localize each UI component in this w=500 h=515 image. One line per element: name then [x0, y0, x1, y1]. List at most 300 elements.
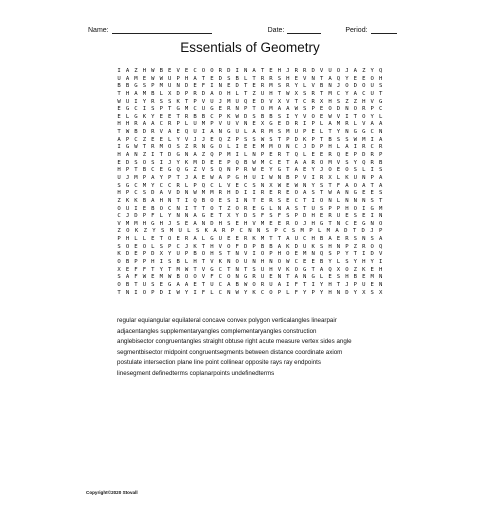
grid-letter[interactable]: R	[277, 190, 282, 197]
grid-letter[interactable]: I	[235, 144, 239, 151]
grid-letter[interactable]: H	[227, 190, 231, 197]
grid-letter[interactable]: D	[201, 159, 206, 166]
grid-letter[interactable]: E	[117, 113, 121, 120]
grid-letter[interactable]: Y	[345, 75, 349, 82]
grid-letter[interactable]: V	[218, 243, 223, 250]
grid-letter[interactable]: H	[117, 152, 121, 159]
grid-letter[interactable]: P	[151, 289, 155, 296]
grid-letter[interactable]: T	[319, 136, 324, 143]
grid-letter[interactable]: C	[370, 129, 374, 136]
grid-letter[interactable]: M	[134, 220, 138, 227]
grid-letter[interactable]: E	[134, 243, 138, 250]
grid-letter[interactable]: E	[370, 281, 374, 288]
grid-letter[interactable]: G	[378, 98, 383, 105]
grid-letter[interactable]: L	[159, 90, 163, 97]
grid-letter[interactable]: S	[176, 220, 180, 227]
grid-letter[interactable]: N	[248, 228, 252, 235]
grid-letter[interactable]: I	[311, 281, 315, 288]
grid-letter[interactable]: F	[260, 213, 265, 220]
grid-letter[interactable]: M	[260, 144, 265, 151]
grid-letter[interactable]: E	[184, 220, 189, 227]
grid-letter[interactable]: O	[210, 205, 214, 212]
grid-letter[interactable]: N	[176, 205, 180, 212]
grid-letter[interactable]: O	[117, 259, 121, 266]
grid-letter[interactable]: S	[345, 136, 349, 143]
grid-letter[interactable]: W	[142, 274, 147, 281]
grid-letter[interactable]: R	[260, 190, 265, 197]
grid-letter[interactable]: S	[142, 190, 147, 197]
grid-letter[interactable]: S	[210, 167, 214, 174]
grid-letter[interactable]: S	[345, 159, 349, 166]
grid-letter[interactable]: U	[336, 213, 341, 220]
grid-letter[interactable]: A	[193, 213, 197, 220]
grid-letter[interactable]: B	[193, 251, 197, 258]
grid-letter[interactable]: M	[328, 90, 332, 97]
grid-letter[interactable]: T	[286, 159, 290, 166]
grid-letter[interactable]: D	[243, 113, 248, 120]
grid-letter[interactable]: D	[201, 90, 206, 97]
grid-letter[interactable]: M	[269, 144, 273, 151]
grid-letter[interactable]: C	[176, 243, 180, 250]
grid-letter[interactable]: S	[161, 228, 165, 235]
grid-letter[interactable]: O	[159, 205, 163, 212]
grid-letter[interactable]: W	[210, 174, 214, 181]
grid-letter[interactable]: T	[117, 289, 121, 296]
grid-letter[interactable]: H	[328, 144, 332, 151]
grid-letter[interactable]: Y	[336, 129, 341, 136]
grid-letter[interactable]: T	[201, 243, 206, 250]
grid-letter[interactable]: G	[134, 113, 138, 120]
grid-letter[interactable]: L	[134, 236, 138, 243]
grid-letter[interactable]: K	[286, 266, 290, 273]
grid-letter[interactable]: S	[345, 259, 349, 266]
grid-letter[interactable]: S	[159, 243, 163, 250]
grid-letter[interactable]: D	[125, 159, 130, 166]
grid-letter[interactable]: T	[353, 113, 358, 120]
grid-letter[interactable]: D	[294, 136, 298, 143]
grid-letter[interactable]: K	[193, 243, 197, 250]
grid-letter[interactable]: R	[362, 243, 366, 250]
grid-letter[interactable]: H	[345, 205, 349, 212]
grid-letter[interactable]: G	[311, 274, 315, 281]
grid-letter[interactable]: E	[286, 197, 290, 204]
grid-letter[interactable]: C	[303, 236, 307, 243]
grid-letter[interactable]: R	[328, 213, 332, 220]
grid-letter[interactable]: E	[243, 144, 248, 151]
grid-letter[interactable]: A	[353, 90, 358, 97]
grid-letter[interactable]: M	[210, 190, 214, 197]
grid-letter[interactable]: T	[311, 266, 315, 273]
grid-letter[interactable]: N	[370, 220, 374, 227]
grid-letter[interactable]: I	[345, 113, 349, 120]
grid-letter[interactable]: O	[294, 220, 298, 227]
grid-letter[interactable]: U	[168, 75, 172, 82]
grid-letter[interactable]: W	[117, 98, 121, 105]
grid-letter[interactable]: K	[227, 113, 231, 120]
grid-letter[interactable]: W	[134, 144, 138, 151]
grid-letter[interactable]: O	[168, 144, 172, 151]
grid-letter[interactable]: O	[210, 68, 214, 74]
grid-letter[interactable]: E	[269, 220, 273, 227]
grid-letter[interactable]: N	[362, 174, 366, 181]
grid-letter[interactable]: I	[117, 68, 121, 74]
grid-letter[interactable]: I	[168, 289, 172, 296]
grid-letter[interactable]: Y	[294, 113, 298, 120]
grid-letter[interactable]: A	[345, 144, 349, 151]
grid-letter[interactable]: H	[328, 243, 332, 250]
grid-letter[interactable]: W	[159, 75, 163, 82]
grid-letter[interactable]: D	[286, 121, 290, 128]
grid-letter[interactable]: M	[362, 136, 366, 143]
grid-letter[interactable]: T	[353, 251, 358, 258]
grid-letter[interactable]: V	[201, 266, 206, 273]
grid-letter[interactable]: E	[362, 274, 366, 281]
grid-letter[interactable]: L	[319, 121, 324, 128]
grid-letter[interactable]: S	[243, 136, 248, 143]
grid-letter[interactable]: H	[125, 121, 130, 128]
grid-letter[interactable]: R	[252, 274, 256, 281]
grid-letter[interactable]: T	[117, 129, 121, 136]
grid-letter[interactable]: E	[142, 75, 147, 82]
grid-letter[interactable]: S	[277, 197, 282, 204]
grid-letter[interactable]: D	[218, 75, 223, 82]
grid-letter[interactable]: I	[362, 251, 366, 258]
grid-letter[interactable]: W	[269, 174, 273, 181]
grid-letter[interactable]: A	[328, 121, 332, 128]
grid-letter[interactable]: H	[311, 236, 315, 243]
grid-letter[interactable]: Q	[201, 182, 206, 189]
grid-letter[interactable]: N	[260, 182, 265, 189]
grid-letter[interactable]: B	[193, 113, 197, 120]
grid-letter[interactable]: P	[230, 228, 235, 235]
grid-letter[interactable]: G	[125, 106, 130, 113]
grid-letter[interactable]: P	[134, 259, 138, 266]
grid-letter[interactable]: E	[269, 274, 273, 281]
grid-letter[interactable]: O	[168, 236, 172, 243]
grid-letter[interactable]: J	[168, 220, 172, 227]
grid-letter[interactable]: E	[353, 75, 358, 82]
grid-letter[interactable]: L	[201, 236, 206, 243]
grid-letter[interactable]: L	[336, 174, 341, 181]
grid-letter[interactable]: C	[218, 289, 223, 296]
grid-letter[interactable]: K	[252, 289, 256, 296]
grid-letter[interactable]: E	[286, 182, 290, 189]
grid-letter[interactable]: L	[151, 243, 155, 250]
grid-letter[interactable]: P	[168, 243, 172, 250]
grid-letter[interactable]: T	[201, 205, 206, 212]
grid-letter[interactable]: T	[252, 75, 256, 82]
grid-letter[interactable]: P	[309, 228, 313, 235]
grid-letter[interactable]: P	[210, 121, 214, 128]
grid-letter[interactable]: D	[303, 213, 307, 220]
grid-letter[interactable]: L	[317, 228, 322, 235]
grid-letter[interactable]: M	[269, 83, 273, 90]
grid-letter[interactable]: G	[210, 266, 214, 273]
grid-letter[interactable]: C	[159, 121, 163, 128]
grid-letter[interactable]: J	[184, 243, 189, 250]
grid-letter[interactable]: N	[227, 167, 231, 174]
grid-letter[interactable]: O	[353, 205, 358, 212]
grid-letter[interactable]: O	[311, 113, 315, 120]
grid-letter[interactable]: N	[277, 274, 282, 281]
grid-letter[interactable]: G	[210, 144, 214, 151]
grid-letter[interactable]: V	[159, 129, 163, 136]
grid-letter[interactable]: Q	[176, 167, 180, 174]
grid-letter[interactable]: J	[303, 220, 307, 227]
grid-letter[interactable]: U	[311, 205, 315, 212]
grid-letter[interactable]: N	[303, 182, 307, 189]
grid-letter[interactable]: A	[378, 136, 383, 143]
grid-letter[interactable]: U	[303, 243, 307, 250]
grid-letter[interactable]: V	[362, 121, 366, 128]
grid-letter[interactable]: O	[126, 228, 130, 235]
grid-letter[interactable]: F	[142, 266, 147, 273]
grid-letter[interactable]: V	[243, 251, 248, 258]
grid-letter[interactable]: C	[269, 159, 273, 166]
grid-letter[interactable]: L	[319, 274, 324, 281]
grid-letter[interactable]: Y	[152, 228, 156, 235]
grid-letter[interactable]: E	[227, 83, 231, 90]
grid-letter[interactable]: T	[159, 236, 163, 243]
grid-letter[interactable]: X	[260, 121, 265, 128]
grid-letter[interactable]: Y	[328, 259, 332, 266]
grid-letter[interactable]: T	[176, 113, 180, 120]
grid-letter[interactable]: O	[345, 83, 349, 90]
grid-letter[interactable]: W	[193, 190, 197, 197]
grid-letter[interactable]: A	[193, 220, 197, 227]
grid-letter[interactable]: C	[294, 197, 298, 204]
grid-letter[interactable]: A	[294, 159, 298, 166]
grid-letter[interactable]: P	[294, 174, 298, 181]
grid-letter[interactable]: I	[117, 144, 121, 151]
grid-letter[interactable]: B	[125, 281, 130, 288]
grid-letter[interactable]: A	[193, 236, 197, 243]
grid-letter[interactable]: D	[134, 213, 138, 220]
grid-letter[interactable]: N	[336, 220, 341, 227]
grid-letter[interactable]: C	[345, 220, 349, 227]
grid-letter[interactable]: E	[319, 106, 324, 113]
grid-letter[interactable]: T	[269, 236, 273, 243]
grid-letter[interactable]: X	[336, 266, 341, 273]
grid-letter[interactable]: S	[168, 259, 172, 266]
grid-letter[interactable]: Q	[218, 167, 223, 174]
grid-letter[interactable]: S	[291, 228, 296, 235]
grid-letter[interactable]: A	[353, 68, 358, 74]
grid-letter[interactable]: P	[117, 236, 121, 243]
grid-letter[interactable]: C	[134, 136, 138, 143]
grid-letter[interactable]: M	[184, 106, 189, 113]
grid-letter[interactable]: R	[277, 152, 282, 159]
grid-letter[interactable]: B	[142, 197, 147, 204]
grid-letter[interactable]: G	[362, 129, 366, 136]
grid-letter[interactable]: U	[235, 98, 239, 105]
grid-letter[interactable]: F	[294, 289, 298, 296]
grid-letter[interactable]: O	[277, 144, 282, 151]
grid-letter[interactable]: J	[345, 281, 349, 288]
grid-letter[interactable]: A	[328, 75, 332, 82]
grid-letter[interactable]: O	[235, 205, 239, 212]
grid-letter[interactable]: R	[184, 236, 189, 243]
grid-letter[interactable]: Y	[370, 259, 374, 266]
grid-letter[interactable]: O	[260, 251, 265, 258]
grid-letter[interactable]: R	[311, 159, 315, 166]
grid-letter[interactable]: N	[235, 251, 239, 258]
grid-letter[interactable]: O	[277, 259, 282, 266]
grid-letter[interactable]: L	[286, 289, 290, 296]
grid-letter[interactable]: L	[159, 213, 163, 220]
grid-letter[interactable]: H	[269, 90, 273, 97]
grid-letter[interactable]: A	[294, 167, 298, 174]
grid-letter[interactable]: H	[159, 220, 163, 227]
grid-letter[interactable]: N	[168, 197, 172, 204]
grid-letter[interactable]: R	[311, 90, 315, 97]
grid-letter[interactable]: Z	[117, 228, 121, 235]
grid-letter[interactable]: N	[235, 266, 239, 273]
grid-letter[interactable]: P	[125, 190, 130, 197]
grid-letter[interactable]: W	[252, 167, 256, 174]
grid-letter[interactable]: A	[370, 121, 374, 128]
grid-letter[interactable]: U	[193, 129, 197, 136]
grid-letter[interactable]: O	[252, 281, 256, 288]
grid-letter[interactable]: I	[311, 197, 315, 204]
grid-letter[interactable]: W	[176, 289, 180, 296]
grid-letter[interactable]: W	[184, 266, 189, 273]
grid-letter[interactable]: E	[252, 83, 256, 90]
grid-letter[interactable]: K	[303, 136, 307, 143]
grid-letter[interactable]: E	[168, 68, 172, 74]
grid-letter[interactable]: U	[269, 281, 273, 288]
grid-letter[interactable]: R	[176, 182, 180, 189]
grid-letter[interactable]: D	[243, 213, 248, 220]
grid-letter[interactable]: B	[151, 90, 155, 97]
grid-letter[interactable]: E	[159, 167, 163, 174]
grid-letter[interactable]: Y	[353, 159, 358, 166]
grid-letter[interactable]: T	[201, 281, 206, 288]
grid-letter[interactable]: K	[125, 197, 130, 204]
grid-letter[interactable]: D	[353, 83, 358, 90]
grid-letter[interactable]: N	[353, 197, 358, 204]
grid-letter[interactable]: E	[252, 98, 256, 105]
grid-letter[interactable]: A	[134, 90, 138, 97]
grid-letter[interactable]: P	[260, 152, 265, 159]
grid-letter[interactable]: G	[362, 220, 366, 227]
grid-letter[interactable]: P	[311, 289, 315, 296]
grid-letter[interactable]: Y	[311, 167, 315, 174]
grid-letter[interactable]: Q	[243, 98, 248, 105]
grid-letter[interactable]: L	[303, 152, 307, 159]
grid-letter[interactable]: D	[210, 220, 214, 227]
grid-letter[interactable]: B	[378, 159, 383, 166]
grid-letter[interactable]: N	[201, 144, 206, 151]
grid-letter[interactable]: W	[125, 129, 130, 136]
grid-letter[interactable]: P	[142, 174, 147, 181]
grid-letter[interactable]: W	[260, 136, 265, 143]
grid-letter[interactable]: A	[151, 121, 155, 128]
grid-letter[interactable]: J	[303, 144, 307, 151]
grid-letter[interactable]: H	[117, 167, 121, 174]
grid-letter[interactable]: L	[227, 144, 231, 151]
grid-letter[interactable]: S	[353, 236, 358, 243]
grid-letter[interactable]: C	[370, 144, 374, 151]
grid-letter[interactable]: W	[235, 289, 239, 296]
grid-letter[interactable]: E	[252, 205, 256, 212]
grid-letter[interactable]: T	[352, 228, 357, 235]
grid-letter[interactable]: I	[235, 197, 239, 204]
grid-letter[interactable]: E	[176, 129, 180, 136]
grid-letter[interactable]: S	[336, 274, 341, 281]
grid-letter[interactable]: S	[151, 281, 155, 288]
grid-letter[interactable]: B	[125, 83, 130, 90]
grid-letter[interactable]: O	[286, 251, 290, 258]
grid-letter[interactable]: E	[151, 136, 155, 143]
grid-letter[interactable]: R	[260, 129, 265, 136]
grid-letter[interactable]: Y	[353, 289, 358, 296]
grid-letter[interactable]: M	[142, 90, 147, 97]
grid-letter[interactable]: P	[125, 136, 130, 143]
grid-letter[interactable]: S	[370, 197, 374, 204]
grid-letter[interactable]: N	[176, 83, 180, 90]
grid-letter[interactable]: O	[142, 159, 147, 166]
grid-letter[interactable]: E	[345, 213, 349, 220]
grid-letter[interactable]: O	[328, 106, 332, 113]
grid-letter[interactable]: L	[142, 236, 147, 243]
grid-letter[interactable]: V	[218, 121, 223, 128]
grid-letter[interactable]: D	[311, 144, 315, 151]
grid-letter[interactable]: A	[286, 205, 290, 212]
grid-letter[interactable]: R	[294, 68, 298, 74]
grid-letter[interactable]: T	[328, 129, 332, 136]
grid-letter[interactable]: L	[210, 289, 214, 296]
grid-letter[interactable]: C	[134, 106, 138, 113]
grid-letter[interactable]: S	[218, 251, 223, 258]
grid-letter[interactable]: O	[294, 190, 298, 197]
grid-letter[interactable]: E	[193, 83, 197, 90]
grid-letter[interactable]: G	[176, 106, 180, 113]
grid-letter[interactable]: F	[277, 213, 282, 220]
grid-letter[interactable]: A	[193, 152, 197, 159]
grid-letter[interactable]: D	[168, 152, 172, 159]
grid-letter[interactable]: E	[235, 182, 239, 189]
grid-letter[interactable]: L	[243, 152, 248, 159]
grid-letter[interactable]: R	[328, 152, 332, 159]
grid-letter[interactable]: H	[277, 68, 282, 74]
grid-letter[interactable]: E	[311, 129, 315, 136]
grid-letter[interactable]: D	[362, 152, 366, 159]
grid-letter[interactable]: O	[269, 289, 273, 296]
grid-letter[interactable]: C	[210, 113, 214, 120]
grid-letter[interactable]: N	[227, 289, 231, 296]
grid-letter[interactable]: C	[218, 281, 223, 288]
grid-letter[interactable]: S	[227, 197, 231, 204]
grid-letter[interactable]: N	[311, 75, 315, 82]
grid-letter[interactable]: O	[218, 90, 223, 97]
grid-letter[interactable]: Z	[345, 98, 349, 105]
grid-letter[interactable]: D	[336, 106, 341, 113]
grid-letter[interactable]: T	[176, 197, 180, 204]
grid-letter[interactable]: E	[218, 159, 223, 166]
grid-letter[interactable]: L	[336, 197, 341, 204]
grid-letter[interactable]: G	[201, 213, 206, 220]
grid-letter[interactable]: I	[370, 213, 374, 220]
grid-letter[interactable]: P	[168, 174, 172, 181]
grid-letter[interactable]: P	[319, 144, 324, 151]
grid-letter[interactable]: I	[134, 289, 138, 296]
grid-letter[interactable]: B	[235, 281, 239, 288]
grid-letter[interactable]: T	[328, 182, 332, 189]
grid-letter[interactable]: Z	[362, 68, 366, 74]
grid-letter[interactable]: I	[134, 98, 138, 105]
grid-letter[interactable]: A	[213, 228, 217, 235]
